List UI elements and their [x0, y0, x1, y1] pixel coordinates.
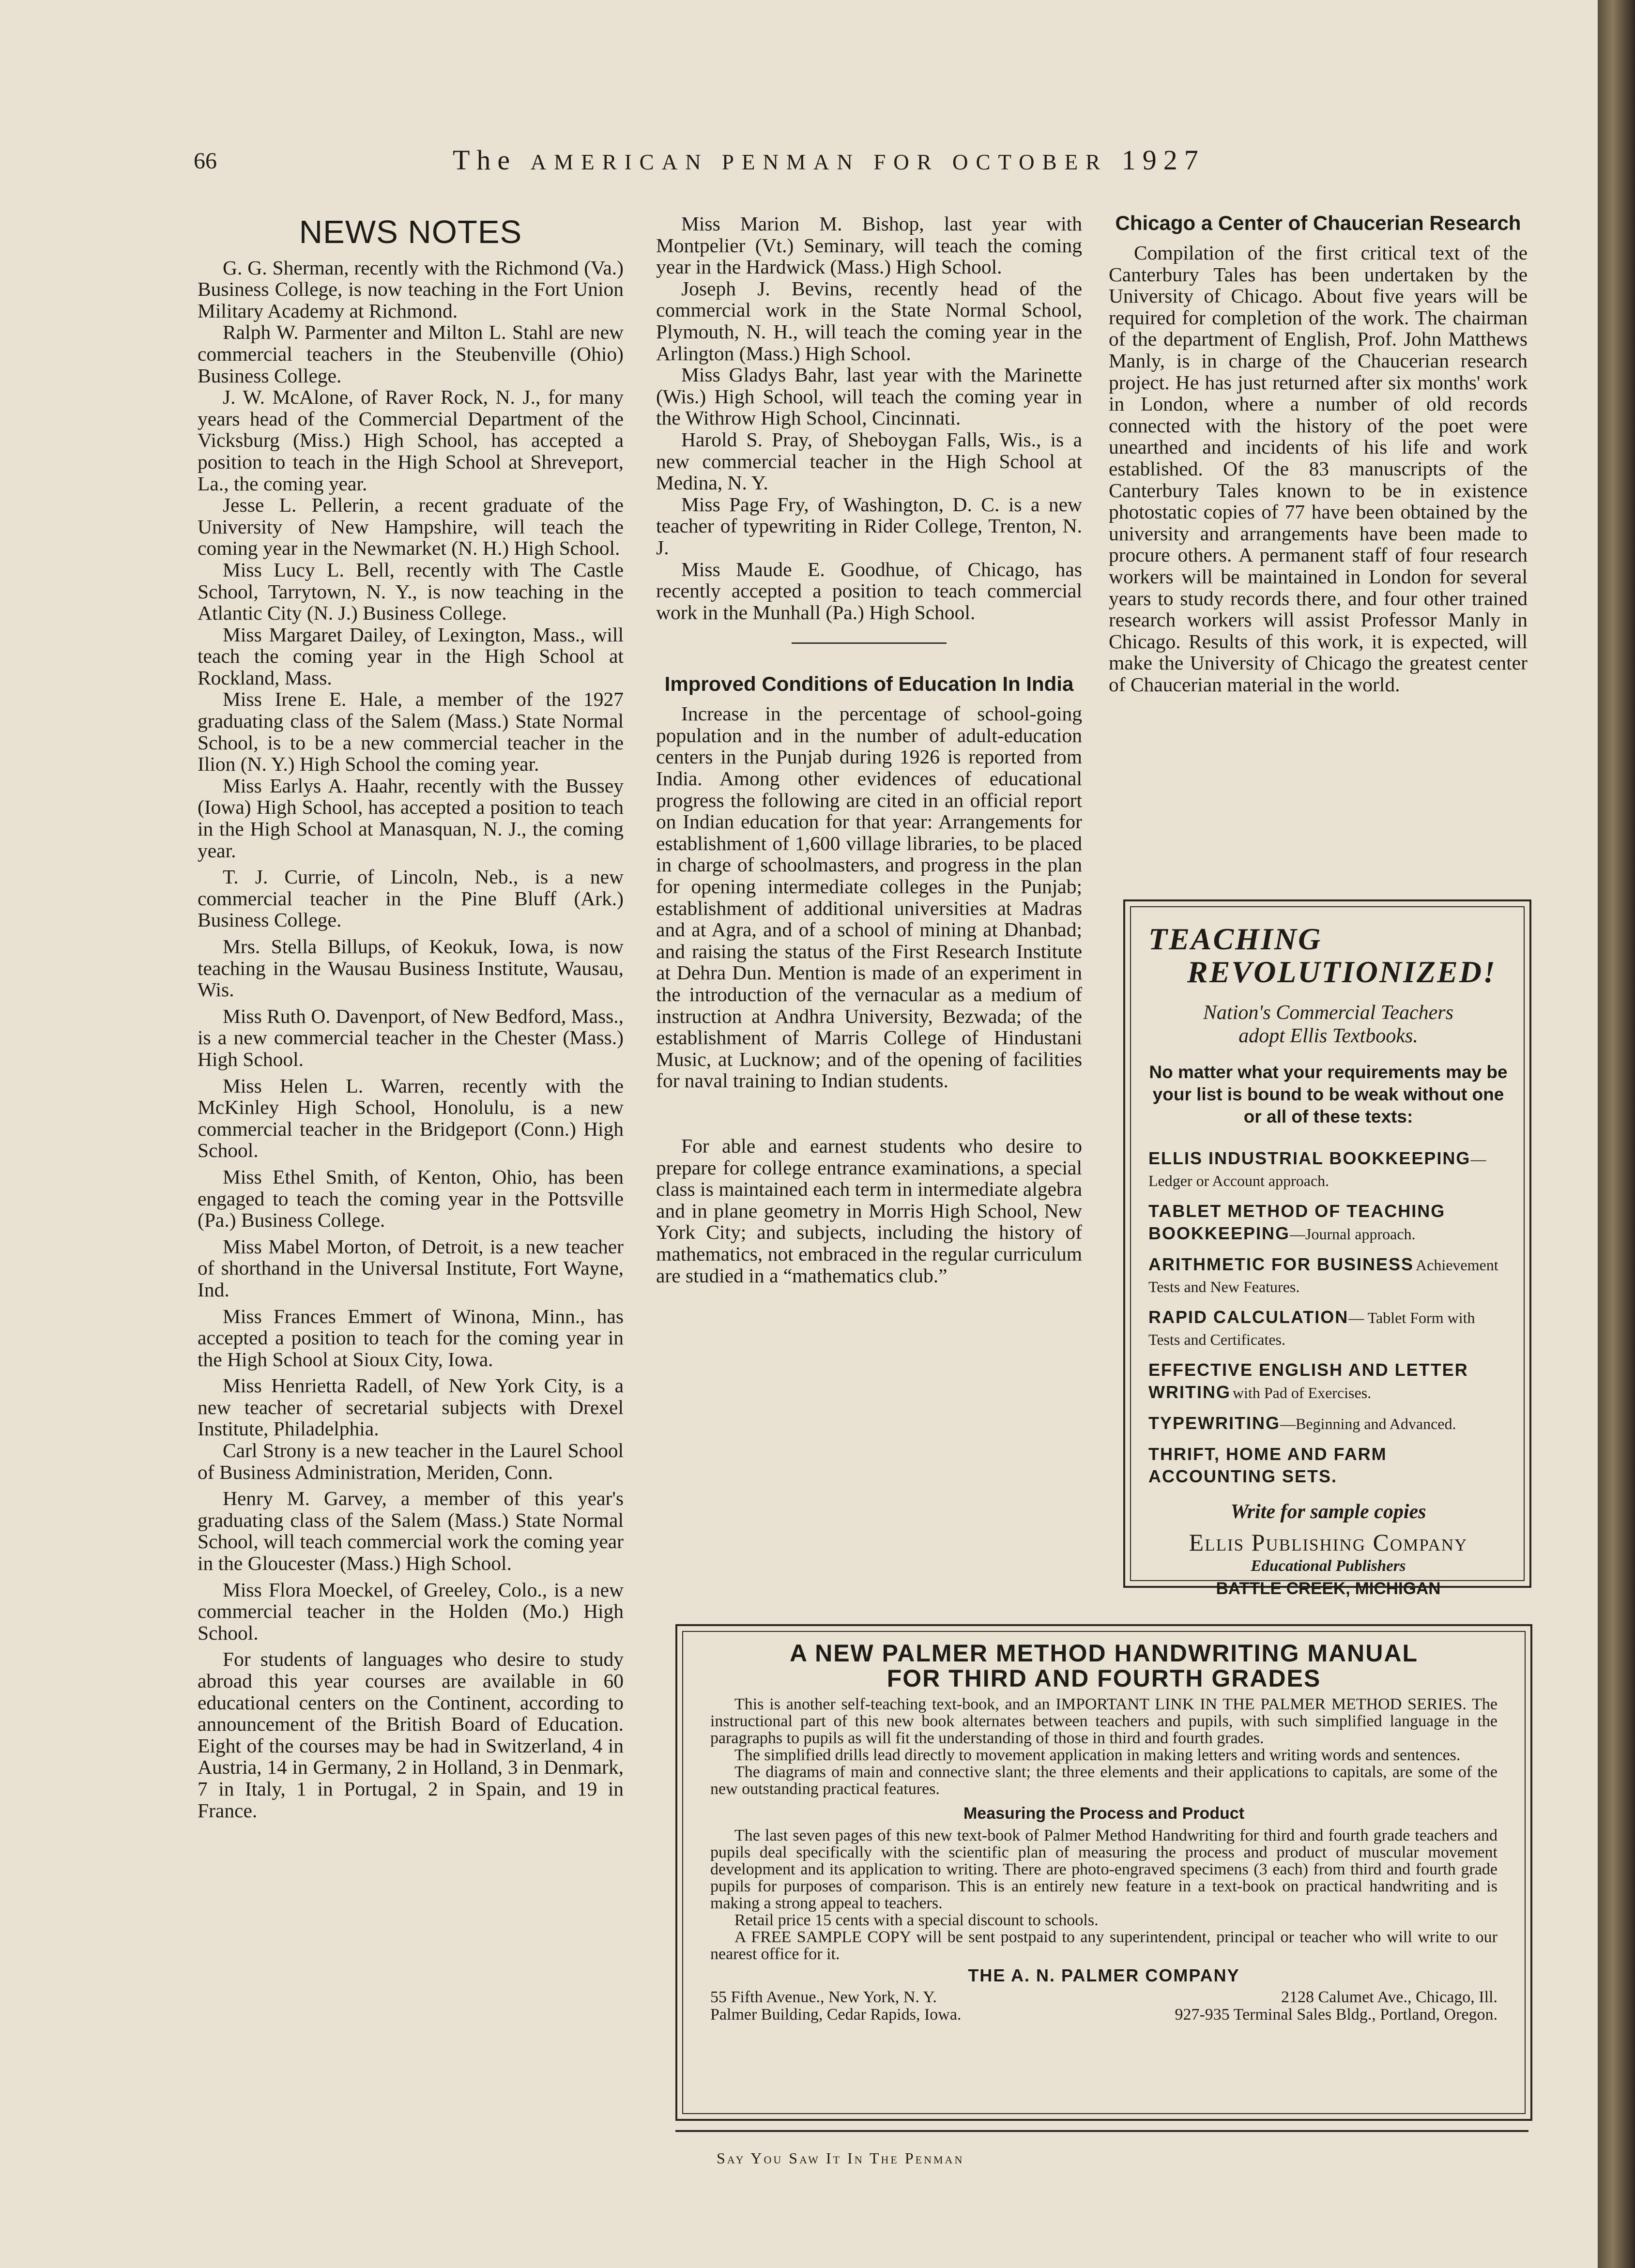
page-number: 66: [194, 148, 217, 174]
ellis-write-for-samples: Write for sample copies: [1230, 1501, 1426, 1523]
running-title-main: AMERICAN PENMAN FOR OCTOBER: [530, 150, 1108, 174]
news-item: Miss Ruth O. Davenport, of New Bedford, Mass., is a new commercial teacher in the Chester (Mass.) High School.: [198, 1005, 624, 1070]
ellis-text-title: ARITHMETIC FOR BUSINESS: [1148, 1254, 1414, 1274]
news-item: J. W. McAlone, of Raver Rock, N. J., for many years head of the Commercial Department of the Vicksburg (Miss.) High School, has accepted a position to teach in the High School at Shreveport, La., the coming year.: [198, 386, 624, 495]
news-item: Miss Flora Moeckel, of Greeley, Colo., is a new commercial teacher in the Holden (Mo.) High School.: [198, 1578, 624, 1644]
chaucer-article-title: Chicago a Center of Chaucerian Research: [1115, 212, 1521, 234]
news-item: Jesse L. Pellerin, a recent graduate of the University of New Hampshire, will teach the coming year in the Newmarket (N. H.) High School.: [198, 494, 624, 560]
palmer-paragraph: A FREE SAMPLE COPY will be sent postpaid to any superintendent, principal or teacher who will write to our nearest office for it.: [710, 1928, 1497, 1963]
news-item: Henry M. Garvey, a member of this year's graduating class of the Salem (Mass.) State Normal School, will teach commercial work the coming year in the Gloucester (Mass.) High School.: [198, 1487, 624, 1575]
palmer-paragraph: The last seven pages of this new text-book of Palmer Method Handwriting for third and fourth grade teachers and pupils deal specifically with the scientific plan of measuring the process and product of muscular movement development and its application to writing. There are photo-engraved specimens (3 each) from third and fourth grade pupils for purposes of comparison. This is an entirely new feature in a text-book on practical handwriting and is making a strong appeal to teachers.: [710, 1827, 1497, 1912]
news-item: Harold S. Pray, of Sheboygan Falls, Wis., is a new commercial teacher in the High School at Medina, N. Y.: [656, 428, 1082, 494]
ellis-text-desc: —Journal approach.: [1290, 1225, 1416, 1243]
news-item: Miss Margaret Dailey, of Lexington, Mass., will teach the coming year in the High School at Rockland, Mass.: [198, 623, 624, 689]
palmer-paragraph: This is another self-teaching text-book, and an IMPORTANT LINK IN THE PALMER METHOD SERIES. The instructional part of this new book alternates between teachers and pupils, with such simplified language in the paragraphs to pupils as will fit the understanding of those in third and fourth grades.: [710, 1695, 1497, 1747]
ellis-text-title: TYPEWRITING: [1148, 1413, 1280, 1433]
news-item: T. J. Currie, of Lincoln, Neb., is a new commercial teacher in the Pine Bluff (Ark.) Business College.: [198, 866, 624, 931]
ellis-text-item: [1148, 1414, 1508, 1436]
running-title: [453, 144, 1205, 176]
palmer-address-portland: 927-935 Terminal Sales Bldg., Portland, Oregon.: [1175, 2006, 1497, 2024]
palmer-company: THE A. N. PALMER COMPANY: [968, 1965, 1240, 1985]
palmer-headline-1: A NEW PALMER METHOD HANDWRITING MANUAL: [789, 1640, 1419, 1667]
ellis-text-desc: —Ledger or Account approach.: [1148, 1150, 1486, 1189]
ellis-city: BATTLE CREEK, MICHIGAN: [1216, 1579, 1441, 1598]
ellis-tagline: [1148, 1001, 1508, 1048]
news-item: Miss Frances Emmert of Winona, Minn., has accepted a position to teach for the coming year in the High School at Sioux City, Iowa.: [198, 1305, 624, 1370]
news-item: Ralph W. Parmenter and Milton L. Stahl are new commercial teachers in the Steubenville (Ohio) Business College.: [198, 321, 624, 387]
ellis-pitch: No matter what your requirements may be your list is bound to be weak without one or all of these texts:: [1149, 1062, 1508, 1126]
footer-rule: [675, 2130, 1528, 2132]
india-paragraph: Increase in the percentage of school-going population and in the number of adult-education centers in the Punjab during 1926 is reported from India. Among other evidences of educational progress the following are cited in an official report on Indian education for that year: Arrangements for establishment of 1,600 village libraries, to be placed in charge of schoolmasters, and progress in the plan for opening intermediate colleges in the Punjab; establishment of additional universities at Madras and at Agra, and of a school of mining at Dhanbad; and raising the status of the First Research Institute at Dehra Dun. Mention is made of an experiment in the introduction of the vernacular as a medium of instruction at Andhra University, Bezwada; of the establishment of Marris College of Hindustani Music, at Lucknow; and of the opening of facilities for naval training to Indian students.: [656, 702, 1082, 1092]
palmer-addresses: [710, 1989, 1497, 2024]
india-article-title: Improved Conditions of Education In India: [664, 672, 1074, 696]
news-item: For students of languages who desire to study abroad this year courses are available in 60 educational centers on the Continent, according to announcement of the British Board of Education. Eight of the courses may be had in Switzerland, 4 in Austria, 14 in Germany, 2 in Holland, 3 in Denmark, 7 in Italy, 1 in Portugal, 2 in Spain, and 19 in France.: [198, 1648, 624, 1822]
ellis-tagline-1: Nation's Commercial Teachers: [1203, 1002, 1453, 1024]
news-item: Miss Ethel Smith, of Kenton, Ohio, has been engaged to teach the coming year in the Pottsville (Pa.) Business College.: [198, 1165, 624, 1232]
news-item: Miss Mabel Morton, of Detroit, is a new teacher of shorthand in the Universal Institute, Fort Wayne, Ind.: [198, 1235, 624, 1301]
news-item: Miss Gladys Bahr, last year with the Marinette (Wis.) High School, will teach the coming year in the Withrow High School, Cincinnati.: [656, 364, 1082, 429]
section-divider: [792, 642, 947, 644]
ellis-text-title: TABLET METHOD OF TEACHING BOOKKEEPING: [1148, 1201, 1446, 1243]
ellis-text-item: [1148, 1149, 1508, 1193]
footer-slogan: [717, 2149, 964, 2167]
running-title-the: The: [453, 144, 517, 176]
ellis-text-item: [1148, 1202, 1508, 1247]
ellis-text-item: [1148, 1308, 1508, 1352]
column-middle: [656, 213, 1082, 1286]
ellis-company-name: Ellis Publishing Company: [1189, 1529, 1468, 1556]
ellis-text-desc: — Tablet Form with Tests and Certificates.: [1148, 1309, 1475, 1348]
ellis-text-item: [1148, 1445, 1508, 1490]
palmer-address-chicago: 2128 Calumet Ave., Chicago, Ill.: [1281, 1988, 1497, 2006]
page-header: [194, 144, 1385, 186]
ellis-publisher-label: Educational Publishers: [1251, 1557, 1406, 1575]
ellis-tagline-2: adopt Ellis Textbooks.: [1238, 1025, 1418, 1047]
ellis-headline-1: TEACHING: [1148, 922, 1322, 956]
news-item: Miss Helen L. Warren, recently with the McKinley High School, Honolulu, is a new commercial teacher in the Bridgeport (Conn.) High School.: [198, 1074, 624, 1162]
ellis-text-list: [1148, 1149, 1508, 1490]
news-item: Joseph J. Bevins, recently head of the commercial work in the State Normal School, Plymouth, N. H., will teach the coming year in the Arlington (Mass.) High School.: [656, 277, 1082, 365]
news-notes-title: NEWS NOTES: [299, 214, 522, 250]
palmer-address-left: [710, 1989, 961, 2024]
page-edge: [1598, 0, 1635, 2268]
footer-slogan-text: Say You Saw It In The Penman: [717, 2149, 964, 2167]
ellis-text-desc: —Beginning and Advanced.: [1280, 1415, 1456, 1432]
chaucer-paragraph: Compilation of the first critical text of the Canterbury Tales has been undertaken by the University of Chicago. About five years will be required for completion of the work. The chairman of the department of English, Prof. John Matthews Manly, is in charge of the Chaucerian research project. He has just returned after six months' work in London, where a number of old records connected with the history of the poet were unearthed and incidents of his life and work established. Of the 83 manuscripts of the Canterbury Tales known to be in existence photostatic copies of 77 have been obtained by the university and arrangements have been made to procure others. A permanent staff of four research workers will be maintained in London for several years to study records there, and four other trained research workers will assist Professor Manly in Chicago. Results of this work, it is expected, will make the University of Chicago the greatest center of Chaucerian material in the world.: [1109, 242, 1528, 696]
ellis-text-desc: Achievement Tests and New Features.: [1148, 1256, 1498, 1295]
palmer-paragraph: The simplified drills lead directly to movement application in making letters and writing words and sentences.: [734, 1746, 1461, 1764]
news-item: Miss Maude E. Goodhue, of Chicago, has recently accepted a position to teach commercial work in the Munhall (Pa.) High School.: [656, 558, 1082, 624]
ellis-advertisement: [1123, 899, 1531, 1598]
news-item: Miss Marion M. Bishop, last year with Montpelier (Vt.) Seminary, will teach the coming year in the Hardwick (Mass.) High School.: [656, 213, 1082, 278]
palmer-headline-2: FOR THIRD AND FOURTH GRADES: [886, 1665, 1321, 1692]
ellis-text-title: THRIFT, HOME AND FARM ACCOUNTING SETS.: [1148, 1444, 1387, 1486]
ellis-text-title: RAPID CALCULATION: [1148, 1307, 1349, 1327]
footer-rule-wrap: [675, 2130, 1528, 2133]
running-title-year: 1927: [1121, 144, 1205, 176]
column-news-notes: [198, 213, 624, 1821]
palmer-address-right: [1175, 1989, 1497, 2024]
palmer-paragraph: The diagrams of main and connective slant; the three elements and their applications to capitals, are some of the new outstanding practical features.: [710, 1763, 1497, 1798]
ellis-text-title: ELLIS INDUSTRIAL BOOKKEEPING: [1148, 1148, 1471, 1168]
ellis-text-desc: with Pad of Exercises.: [1232, 1384, 1372, 1401]
india-paragraph: For able and earnest students who desire to prepare for college entrance examinations, a special class is maintained each term in intermediate algebra and in plane geometry in Morris High School, New York City; and subjects, including the history of mathematics, not embraced in the regular curriculum are studied in a “mathematics club.”: [656, 1134, 1082, 1287]
ellis-text-item: [1148, 1255, 1508, 1299]
news-item: Miss Henrietta Radell, of New York City, is a new teacher of secretarial subjects with Drexel Institute, Philadelphia.: [198, 1374, 624, 1440]
palmer-address-cedar-rapids: Palmer Building, Cedar Rapids, Iowa.: [710, 2006, 962, 2024]
news-item: G. G. Sherman, recently with the Richmond (Va.) Business College, is now teaching in the Fort Union Military Academy at Richmond.: [198, 256, 624, 322]
news-item: Miss Page Fry, of Washington, D. C. is a new teacher of typewriting in Rider College, Trenton, N. J.: [656, 493, 1082, 559]
ellis-text-title: EFFECTIVE ENGLISH AND LETTER WRITING: [1148, 1360, 1468, 1402]
palmer-subhead: Measuring the Process and Product: [963, 1804, 1245, 1823]
news-item: Mrs. Stella Billups, of Keokuk, Iowa, is now teaching in the Wausau Business Institute, Wausau, Wis.: [198, 935, 624, 1001]
column-chaucer: [1109, 212, 1528, 695]
ellis-headline-2: REVOLUTIONIZED!: [1187, 955, 1497, 989]
news-item: Miss Earlys A. Haahr, recently with the Bussey (Iowa) High School, has accepted a position to teach in the High School at Manasquan, N. J., the coming year.: [198, 774, 624, 862]
palmer-address-ny: 55 Fifth Avenue., New York, N. Y.: [710, 1988, 937, 2006]
palmer-advertisement: [675, 1624, 1532, 2121]
ellis-text-item: [1148, 1361, 1508, 1405]
news-item: Miss Irene E. Hale, a member of the 1927 graduating class of the Salem (Mass.) State Normal School, is to be a new commercial teacher in the Ilion (N. Y.) High School the coming year.: [198, 688, 624, 776]
palmer-paragraph: Retail price 15 cents with a special discount to schools.: [734, 1911, 1099, 1929]
news-item: Miss Lucy L. Bell, recently with The Castle School, Tarrytown, N. Y., is now teaching in the Atlantic City (N. J.) Business College.: [198, 558, 624, 624]
news-item: Carl Strony is a new teacher in the Laurel School of Business Administration, Meriden, Conn.: [198, 1439, 624, 1483]
